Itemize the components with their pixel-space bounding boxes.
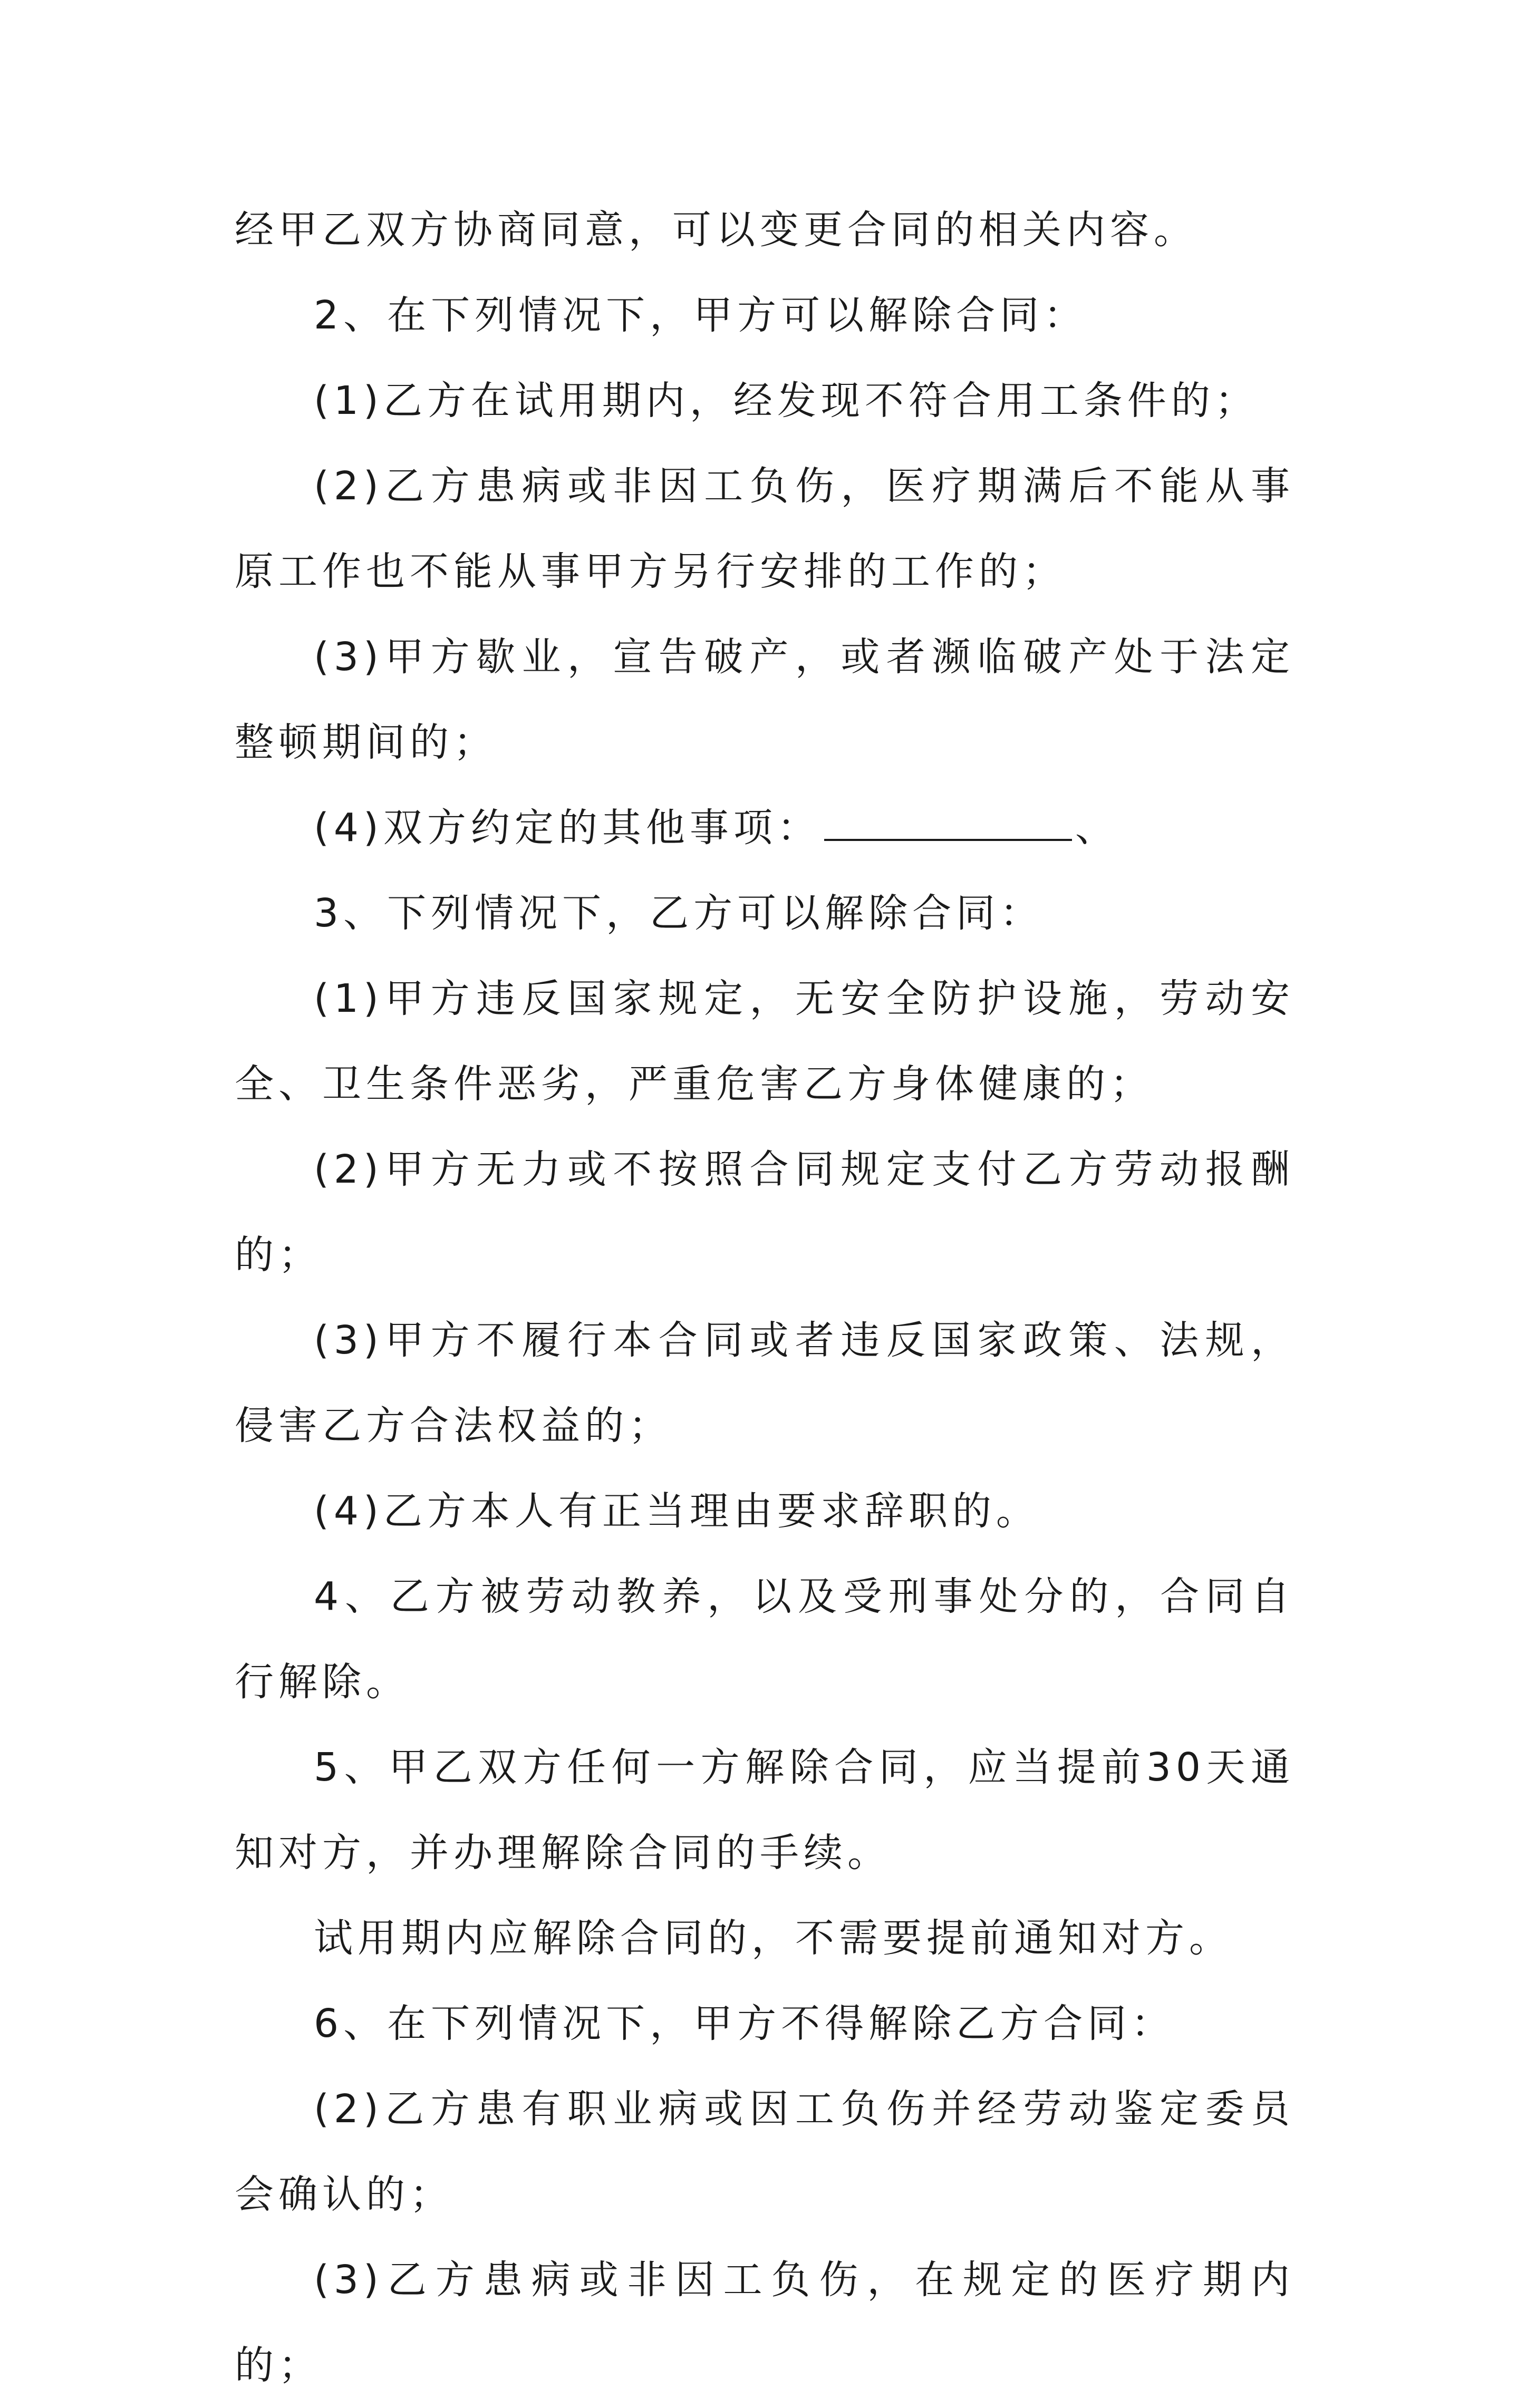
paragraph-party-b-termination-2: (2)甲方无力或不按照合同规定支付乙方劳动报酬的； — [235, 1147, 1295, 1278]
paragraph-contract-change: 经甲乙双方协商同意，可以变更合同的相关内容。 — [235, 207, 1197, 253]
document-body — [235, 187, 1295, 2408]
paragraph-party-b-termination-4: (4)乙方本人有正当理由要求辞职的。 — [314, 1488, 1040, 1534]
paragraph-party-b-termination-heading: 3、下列情况下，乙方可以解除合同： — [314, 891, 1044, 936]
paragraph-party-a-termination-2: (2)乙方患病或非因工负伤，医疗期满后不能从事原工作也不能从事甲方另行安排的工作的； — [235, 463, 1295, 594]
paragraph-no-termination-2: (2)乙方患有职业病或因工负伤并经劳动鉴定委员会确认的； — [235, 2086, 1295, 2217]
paragraph-party-a-termination-3: (3)甲方歇业，宣告破产，或者濒临破产处于法定整顿期间的； — [235, 634, 1295, 765]
paragraph-automatic-termination: 4、乙方被劳动教养，以及受刑事处分的，合同自行解除。 — [235, 1574, 1295, 1705]
paragraph-party-b-termination-3: (3)甲方不履行本合同或者违反国家政策、法规，侵害乙方合法权益的； — [235, 1318, 1295, 1448]
paragraph-probation-notice: 试用期内应解除合同的，不需要提前通知对方。 — [314, 1916, 1233, 1961]
paragraph-party-a-termination-4-text: (4)双方约定的其他事项： — [314, 805, 821, 850]
paragraph-party-a-termination-4-suffix: 、 — [1075, 805, 1119, 850]
paragraph-party-a-termination-heading: 2、在下列情况下，甲方可以解除合同： — [314, 293, 1088, 338]
paragraph-no-termination-heading: 6、在下列情况下，甲方不得解除乙方合同： — [314, 2001, 1175, 2046]
paragraph-party-a-termination-1: (1)乙方在试用期内，经发现不符合用工条件的； — [314, 378, 1259, 423]
paragraph-advance-notice: 5、甲乙双方任何一方解除合同，应当提前30天通知对方，并办理解除合同的手续。 — [235, 1745, 1295, 1875]
fill-in-blank-line — [824, 807, 1072, 841]
paragraph-party-a-termination-4 — [235, 785, 1295, 871]
paragraph-party-b-termination-1: (1)甲方违反国家规定，无安全防护设施，劳动安全、卫生条件恶劣，严重危害乙方身体健康的； — [235, 976, 1295, 1107]
paragraph-no-termination-3: (3)乙方患病或非因工负伤，在规定的医疗期内的； — [235, 2257, 1295, 2388]
